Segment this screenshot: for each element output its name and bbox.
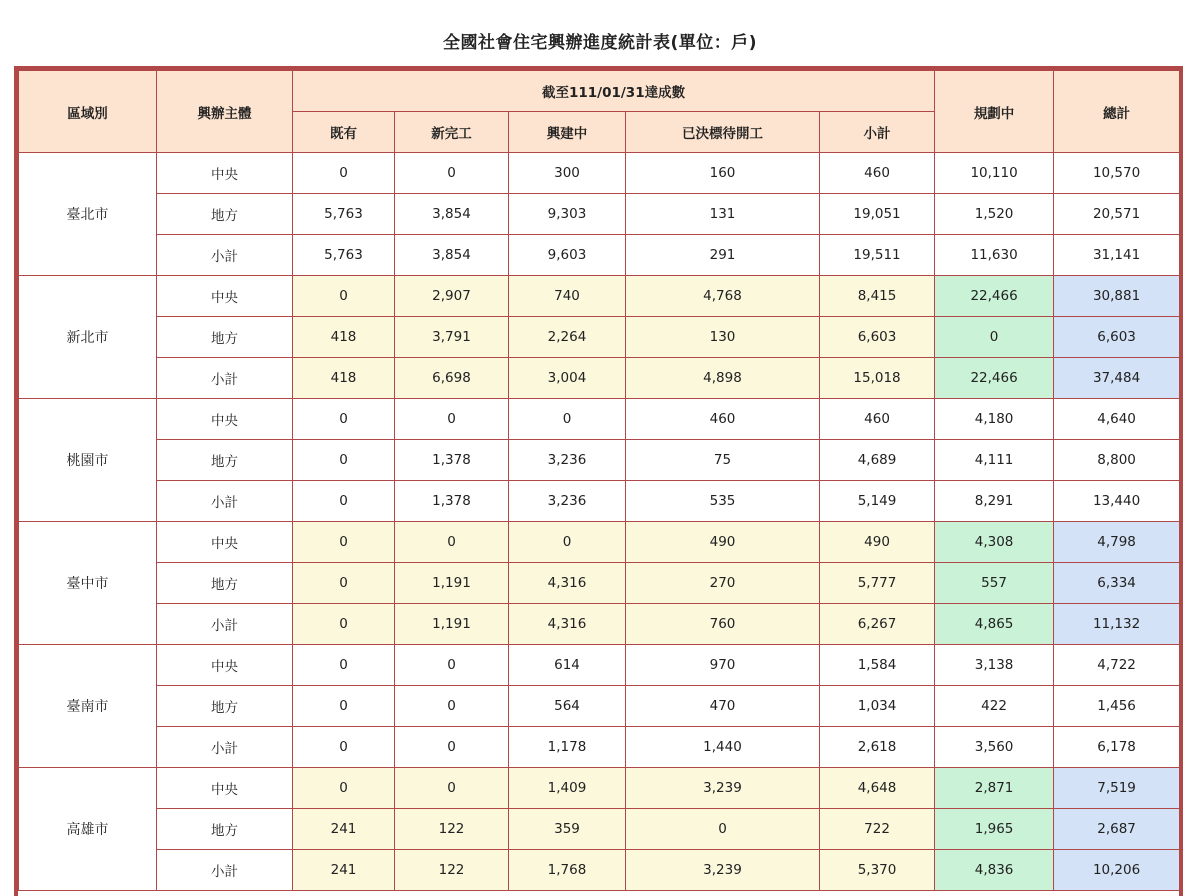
- body-cell: 小計: [157, 235, 293, 276]
- awaiting-start-cell: 160: [626, 153, 820, 194]
- body-cell: 中央: [157, 399, 293, 440]
- planning-cell: 22,466: [935, 276, 1054, 317]
- subtotal-cell: 4,648: [820, 768, 935, 809]
- awaiting-start-cell: 1,440: [626, 727, 820, 768]
- total-cell: 4,722: [1054, 645, 1180, 686]
- body-cell: 地方: [157, 809, 293, 850]
- under-construction-cell: 1,409: [509, 768, 626, 809]
- total-cell: 2,687: [1054, 809, 1180, 850]
- new-complete-cell: 1,191: [395, 563, 509, 604]
- planning-cell: 557: [935, 563, 1054, 604]
- subtotal-cell: 1,584: [820, 645, 935, 686]
- existing-cell: 5,763: [293, 194, 395, 235]
- table-row: [19, 194, 1180, 235]
- total-cell: 8,800: [1054, 440, 1180, 481]
- planning-cell: 4,836: [935, 850, 1054, 891]
- new-complete-cell: 0: [395, 727, 509, 768]
- table-row: [19, 317, 1180, 358]
- header-existing: 既有: [293, 112, 395, 153]
- total-cell: 37,484: [1054, 358, 1180, 399]
- body-cell: 中央: [157, 645, 293, 686]
- awaiting-start-cell: 4,898: [626, 358, 820, 399]
- new-complete-cell: 1,191: [395, 604, 509, 645]
- body-cell: 小計: [157, 481, 293, 522]
- new-complete-cell: 3,791: [395, 317, 509, 358]
- awaiting-start-cell: 3,239: [626, 850, 820, 891]
- existing-cell: 5,763: [293, 235, 395, 276]
- total-cell: 13,440: [1054, 481, 1180, 522]
- body-cell: 中央: [157, 522, 293, 563]
- table-row: [19, 686, 1180, 727]
- planning-cell: 4,111: [935, 440, 1054, 481]
- under-construction-cell: 614: [509, 645, 626, 686]
- planning-cell: 10,110: [935, 153, 1054, 194]
- subtotal-cell: 5,777: [820, 563, 935, 604]
- awaiting-start-cell: 760: [626, 604, 820, 645]
- new-complete-cell: 0: [395, 522, 509, 563]
- new-complete-cell: 122: [395, 850, 509, 891]
- planning-cell: 8,291: [935, 481, 1054, 522]
- subtotal-cell: 19,051: [820, 194, 935, 235]
- under-construction-cell: 3,236: [509, 481, 626, 522]
- subtotal-cell: 6,603: [820, 317, 935, 358]
- table-row: [19, 276, 1180, 317]
- planning-cell: 2,871: [935, 768, 1054, 809]
- under-construction-cell: 0: [509, 522, 626, 563]
- body-cell: 地方: [157, 440, 293, 481]
- table-row: [19, 850, 1180, 891]
- table-row: [19, 440, 1180, 481]
- body-cell: 中央: [157, 153, 293, 194]
- planning-cell: 1,965: [935, 809, 1054, 850]
- total-cell: 7,519: [1054, 768, 1180, 809]
- planning-cell: 4,865: [935, 604, 1054, 645]
- subtotal-cell: 460: [820, 399, 935, 440]
- total-cell: 20,571: [1054, 194, 1180, 235]
- header-planning: 規劃中: [935, 71, 1054, 153]
- new-complete-cell: 1,378: [395, 440, 509, 481]
- existing-cell: 0: [293, 686, 395, 727]
- subtotal-cell: 2,618: [820, 727, 935, 768]
- existing-cell: 0: [293, 727, 395, 768]
- awaiting-start-cell: 3,239: [626, 768, 820, 809]
- under-construction-cell: 4,316: [509, 604, 626, 645]
- existing-cell: 241: [293, 850, 395, 891]
- planning-cell: 1,520: [935, 194, 1054, 235]
- body-cell: 小計: [157, 358, 293, 399]
- table-row: [19, 235, 1180, 276]
- table-row: [19, 563, 1180, 604]
- existing-cell: 0: [293, 481, 395, 522]
- existing-cell: 0: [293, 440, 395, 481]
- body-cell: 地方: [157, 194, 293, 235]
- total-cell: 11,132: [1054, 604, 1180, 645]
- existing-cell: 0: [293, 563, 395, 604]
- table-row: [19, 358, 1180, 399]
- existing-cell: 0: [293, 153, 395, 194]
- under-construction-cell: 9,303: [509, 194, 626, 235]
- total-cell: 4,640: [1054, 399, 1180, 440]
- planning-cell: 4,308: [935, 522, 1054, 563]
- region-name-cell: 新北市: [19, 276, 157, 399]
- under-construction-cell: 1,768: [509, 850, 626, 891]
- new-complete-cell: 6,698: [395, 358, 509, 399]
- existing-cell: 0: [293, 604, 395, 645]
- header-total: 總計: [1054, 71, 1180, 153]
- subtotal-cell: 5,149: [820, 481, 935, 522]
- planning-cell: 22,466: [935, 358, 1054, 399]
- awaiting-start-cell: 460: [626, 399, 820, 440]
- header-body: 興辦主體: [157, 71, 293, 153]
- table-row: [19, 809, 1180, 850]
- table-row: [19, 153, 1180, 194]
- existing-cell: 418: [293, 317, 395, 358]
- table-row: [19, 727, 1180, 768]
- under-construction-cell: 359: [509, 809, 626, 850]
- awaiting-start-cell: 291: [626, 235, 820, 276]
- under-construction-cell: 2,264: [509, 317, 626, 358]
- region-name-cell: 臺北市: [19, 153, 157, 276]
- page-title: 全國社會住宅興辦進度統計表(單位：戶): [442, 33, 758, 53]
- total-cell: 31,141: [1054, 235, 1180, 276]
- subtotal-cell: 5,370: [820, 850, 935, 891]
- new-complete-cell: 3,854: [395, 194, 509, 235]
- total-cell: 10,570: [1054, 153, 1180, 194]
- body-cell: 小計: [157, 727, 293, 768]
- total-cell: 6,178: [1054, 727, 1180, 768]
- header-new-complete: 新完工: [395, 112, 509, 153]
- awaiting-start-cell: 490: [626, 522, 820, 563]
- existing-cell: 0: [293, 522, 395, 563]
- region-name-cell: 高雄市: [19, 768, 157, 891]
- new-complete-cell: 2,907: [395, 276, 509, 317]
- body-cell: 中央: [157, 768, 293, 809]
- planning-cell: 422: [935, 686, 1054, 727]
- under-construction-cell: 300: [509, 153, 626, 194]
- awaiting-start-cell: 131: [626, 194, 820, 235]
- table-row: [19, 522, 1180, 563]
- under-construction-cell: 3,236: [509, 440, 626, 481]
- under-construction-cell: 3,004: [509, 358, 626, 399]
- awaiting-start-cell: 0: [626, 809, 820, 850]
- subtotal-cell: 15,018: [820, 358, 935, 399]
- body-cell: 地方: [157, 317, 293, 358]
- awaiting-start-cell: 270: [626, 563, 820, 604]
- existing-cell: 241: [293, 809, 395, 850]
- region-name-cell: 臺南市: [19, 645, 157, 768]
- header-achieved-group: 截至111/01/31達成數: [293, 71, 935, 112]
- new-complete-cell: 0: [395, 645, 509, 686]
- header-subtotal: 小計: [820, 112, 935, 153]
- under-construction-cell: 1,178: [509, 727, 626, 768]
- table-row: [19, 645, 1180, 686]
- awaiting-start-cell: 130: [626, 317, 820, 358]
- existing-cell: 0: [293, 276, 395, 317]
- table-row: [19, 481, 1180, 522]
- under-construction-cell: 4,316: [509, 563, 626, 604]
- header-awaiting-start: 已決標待開工: [626, 112, 820, 153]
- under-construction-cell: 740: [509, 276, 626, 317]
- header-region: 區域別: [19, 71, 157, 153]
- subtotal-cell: 4,689: [820, 440, 935, 481]
- under-construction-cell: 564: [509, 686, 626, 727]
- total-cell: 1,456: [1054, 686, 1180, 727]
- total-cell: 10,206: [1054, 850, 1180, 891]
- total-cell: 6,334: [1054, 563, 1180, 604]
- planning-cell: 4,180: [935, 399, 1054, 440]
- body-cell: 地方: [157, 563, 293, 604]
- planning-cell: 3,560: [935, 727, 1054, 768]
- table-body: [19, 153, 1180, 891]
- table-row: [19, 768, 1180, 809]
- existing-cell: 0: [293, 399, 395, 440]
- new-complete-cell: 0: [395, 768, 509, 809]
- body-cell: 中央: [157, 276, 293, 317]
- region-name-cell: 桃園市: [19, 399, 157, 522]
- new-complete-cell: 0: [395, 686, 509, 727]
- new-complete-cell: 1,378: [395, 481, 509, 522]
- new-complete-cell: 0: [395, 399, 509, 440]
- region-name-cell: 臺中市: [19, 522, 157, 645]
- existing-cell: 418: [293, 358, 395, 399]
- under-construction-cell: 9,603: [509, 235, 626, 276]
- subtotal-cell: 1,034: [820, 686, 935, 727]
- existing-cell: 0: [293, 768, 395, 809]
- new-complete-cell: 0: [395, 153, 509, 194]
- subtotal-cell: 6,267: [820, 604, 935, 645]
- housing-progress-table: [18, 70, 1180, 891]
- subtotal-cell: 8,415: [820, 276, 935, 317]
- total-cell: 4,798: [1054, 522, 1180, 563]
- existing-cell: 0: [293, 645, 395, 686]
- subtotal-cell: 19,511: [820, 235, 935, 276]
- table-row: [19, 399, 1180, 440]
- planning-cell: 3,138: [935, 645, 1054, 686]
- planning-cell: 0: [935, 317, 1054, 358]
- subtotal-cell: 460: [820, 153, 935, 194]
- header-under-construction: 興建中: [509, 112, 626, 153]
- awaiting-start-cell: 75: [626, 440, 820, 481]
- new-complete-cell: 122: [395, 809, 509, 850]
- body-cell: 小計: [157, 850, 293, 891]
- under-construction-cell: 0: [509, 399, 626, 440]
- total-cell: 6,603: [1054, 317, 1180, 358]
- total-cell: 30,881: [1054, 276, 1180, 317]
- awaiting-start-cell: 970: [626, 645, 820, 686]
- body-cell: 地方: [157, 686, 293, 727]
- awaiting-start-cell: 470: [626, 686, 820, 727]
- awaiting-start-cell: 535: [626, 481, 820, 522]
- stats-table-container: [14, 66, 1183, 896]
- subtotal-cell: 722: [820, 809, 935, 850]
- new-complete-cell: 3,854: [395, 235, 509, 276]
- subtotal-cell: 490: [820, 522, 935, 563]
- planning-cell: 11,630: [935, 235, 1054, 276]
- awaiting-start-cell: 4,768: [626, 276, 820, 317]
- body-cell: 小計: [157, 604, 293, 645]
- table-row: [19, 604, 1180, 645]
